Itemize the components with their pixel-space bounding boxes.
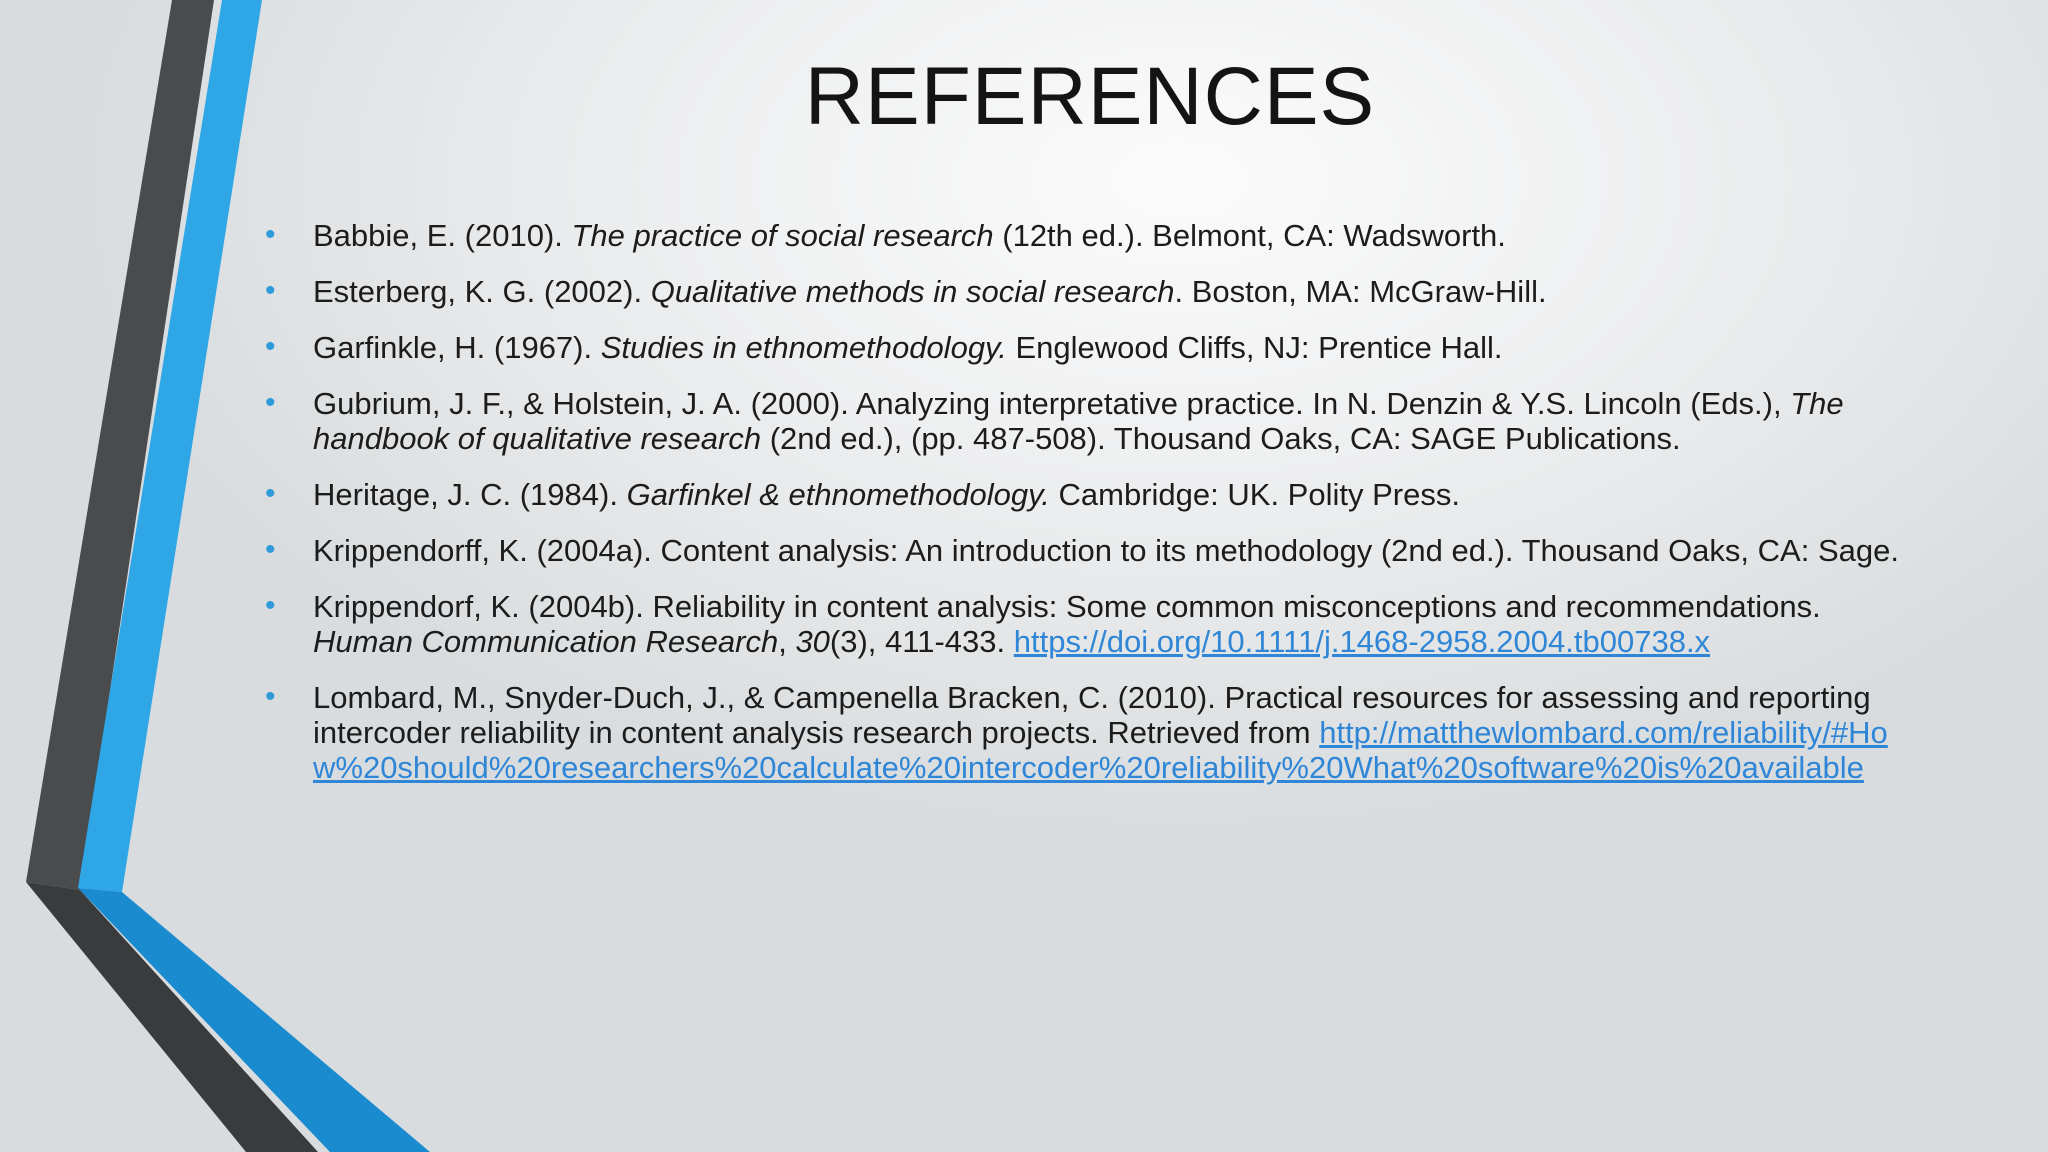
reference-title: The practice of social research bbox=[571, 218, 994, 253]
bullet-icon: • bbox=[265, 386, 276, 419]
reference-journal: Human Communication Research bbox=[313, 624, 779, 659]
reference-text: Gubrium, J. F., & Holstein, J. A. (2000). Analyzing interpretative practice. In N. Denzin & Y.S. Lincoln (Eds.), bbox=[313, 386, 1791, 421]
page-title: REFERENCES bbox=[804, 51, 1376, 142]
reference-authors: Heritage, J. C. (1984). bbox=[313, 477, 627, 512]
list-item bbox=[262, 330, 1917, 365]
reference-authors: Babbie, E. (2010). bbox=[313, 218, 572, 253]
reference-text: Lombard, M., Snyder-Duch, J., & Campenella Bracken, C. (2010). Practical resources for assessing and reporting intercoder reliability in content analysis research projects. Retrieved from bbox=[313, 680, 1871, 750]
list-item bbox=[262, 589, 1917, 659]
list-item bbox=[262, 533, 1917, 568]
bullet-icon: • bbox=[265, 218, 276, 251]
list-item bbox=[262, 218, 1917, 253]
reference-publisher: . Boston, MA: McGraw-Hill. bbox=[1174, 274, 1547, 309]
reference-title: The handbook of qualitative research bbox=[313, 386, 1844, 456]
reference-authors: Esterberg, K. G. (2002). bbox=[313, 274, 651, 309]
bullet-icon: • bbox=[265, 533, 276, 566]
dark-stripe-lower bbox=[26, 882, 318, 1152]
reference-text: Krippendorf, K. (2004b). Reliability in content analysis: Some common misconceptions and recommendations. bbox=[313, 589, 1821, 624]
doi-link[interactable]: https://doi.org/10.1111/j.1468-2958.2004.tb00738.x bbox=[1013, 624, 1711, 659]
reference-text: Krippendorff, K. (2004a). Content analysis: An introduction to its methodology (2nd ed.). Thousand Oaks, CA: Sage. bbox=[313, 533, 1899, 568]
list-item bbox=[262, 274, 1917, 309]
reference-publisher: Cambridge: UK. Polity Press. bbox=[1049, 477, 1460, 512]
list-item bbox=[262, 386, 1917, 456]
reference-volume: 30 bbox=[795, 624, 830, 659]
reference-title: Qualitative methods in social research bbox=[650, 274, 1175, 309]
bullet-icon: • bbox=[265, 274, 276, 307]
list-item bbox=[262, 477, 1917, 512]
list-item bbox=[262, 680, 1917, 785]
reference-authors: Garfinkle, H. (1967). bbox=[313, 330, 601, 365]
reference-title: Studies in ethnomethodology. bbox=[600, 330, 1007, 365]
reference-publisher: (12th ed.). Belmont, CA: Wadsworth. bbox=[993, 218, 1506, 253]
reference-publisher: (2nd ed.), (pp. 487-508). Thousand Oaks, CA: SAGE Publications. bbox=[761, 421, 1681, 456]
bullet-icon: • bbox=[265, 680, 276, 713]
reference-list bbox=[262, 218, 1917, 806]
reliability-link[interactable]: http://matthewlombard.com/reliability/#How%20should%20researchers%20calculate%20intercoder%20reliability%20What%20software%20is%20available bbox=[313, 715, 1888, 785]
reference-pages: (3), 411-433. bbox=[829, 624, 1014, 659]
reference-title: Garfinkel & ethnomethodology. bbox=[626, 477, 1050, 512]
bullet-icon: • bbox=[265, 330, 276, 363]
reference-publisher: Englewood Cliffs, NJ: Prentice Hall. bbox=[1006, 330, 1503, 365]
bullet-icon: • bbox=[265, 589, 276, 622]
reference-separator: , bbox=[778, 624, 796, 659]
bullet-icon: • bbox=[265, 477, 276, 510]
